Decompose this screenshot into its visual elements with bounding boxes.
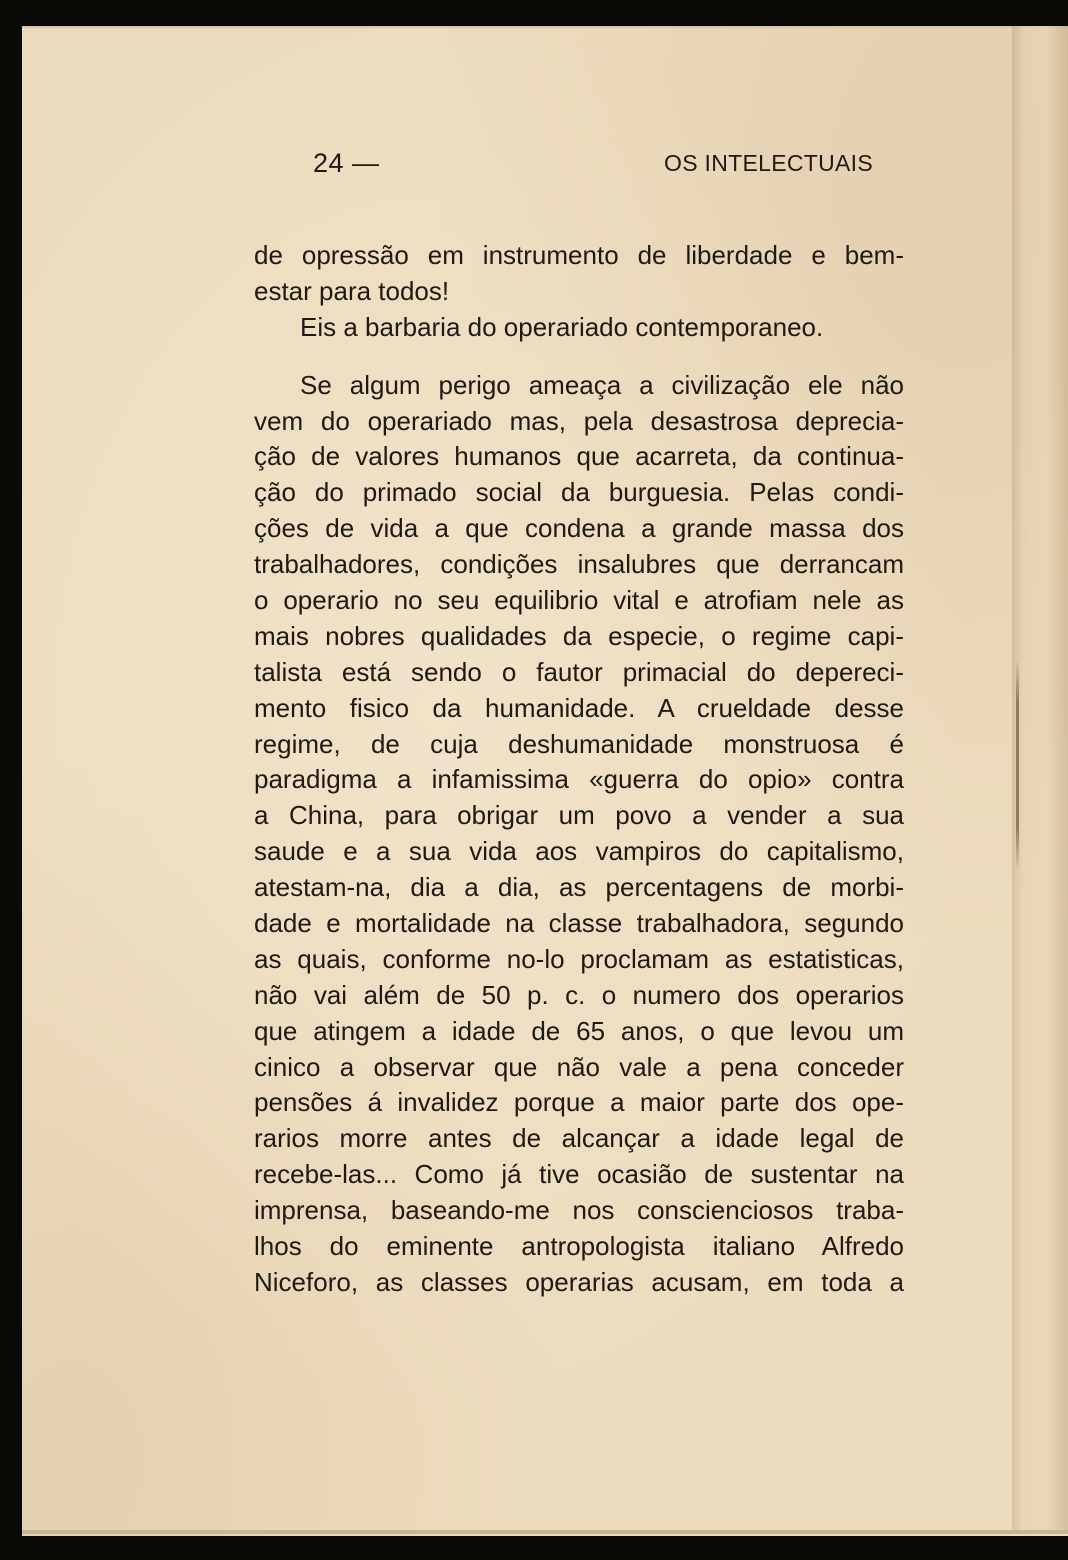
text-line: ções de vida a que condena a grande massa dos	[254, 513, 904, 544]
paper-bottom-edge	[22, 1530, 1068, 1534]
paragraph-gap	[254, 346, 904, 368]
text-line: talista está sendo o fautor primacial do depereci-	[254, 656, 904, 687]
text-line: o operario no seu equilibrio vital e atrofiam nele as	[254, 585, 904, 616]
text-line: cinico a observar que não vale a pena conceder	[254, 1051, 904, 1082]
text-line: saude e a sua vida aos vampiros do capitalismo,	[254, 836, 904, 867]
text-line: paradigma a infamissima «guerra do opio» contra	[254, 764, 904, 795]
text-line: Se algum perigo ameaça a civilização ele não	[300, 369, 904, 400]
body-text	[254, 238, 904, 1301]
text-line: de opressão em instrumento de liberdade e bem-	[254, 240, 904, 270]
page-number: 24 —	[313, 148, 380, 178]
text-line: trabalhadores, condições insalubres que derrancam	[254, 549, 904, 580]
page-gutter-shadow	[1012, 26, 1068, 1534]
text-line: vem do operariado mas, pela desastrosa deprecia-	[254, 405, 904, 436]
text-line: Niceforo, as classes operarias acusam, em toda a	[254, 1266, 904, 1297]
text-line: que atingem a idade de 65 anos, o que levou um	[254, 1015, 904, 1046]
running-title: OS INTELECTUAIS	[664, 150, 873, 176]
text-line: mento fisico da humanidade. A crueldade desse	[254, 692, 904, 723]
text-line: não vai além de 50 p. c. o numero dos operarios	[254, 979, 904, 1010]
text-line: rarios morre antes de alcançar a idade legal de	[254, 1123, 904, 1154]
text-line: ção de valores humanos que acarreta, da continua-	[254, 441, 904, 472]
running-header	[313, 146, 873, 186]
text-line: ção do primado social da burguesia. Pelas condi-	[254, 477, 904, 508]
text-line: as quais, conforme no-lo proclamam as estatisticas,	[254, 943, 904, 974]
text-line: a China, para obrigar um povo a vender a sua	[254, 800, 904, 831]
text-line: imprensa, baseando-me nos conscienciosos traba-	[254, 1195, 904, 1226]
text-line: mais nobres qualidades da especie, o regime capi-	[254, 620, 904, 651]
text-line: pensões á invalidez porque a maior parte dos ope-	[254, 1087, 904, 1118]
text-line: Eis a barbaria do operariado contemporaneo.	[300, 311, 824, 342]
text-line: estar para todos!	[254, 275, 450, 306]
binding-crease	[1016, 660, 1019, 870]
text-line: recebe-las... Como já tive ocasião de sustentar na	[254, 1159, 904, 1190]
text-line: dade e mortalidade na classe trabalhadora, segundo	[254, 908, 904, 939]
text-line: regime, de cuja deshumanidade monstruosa é	[254, 728, 904, 759]
text-line: atestam-na, dia a dia, as percentagens de morbi-	[254, 872, 904, 903]
text-line: lhos do eminente antropologista italiano Alfredo	[254, 1231, 904, 1262]
